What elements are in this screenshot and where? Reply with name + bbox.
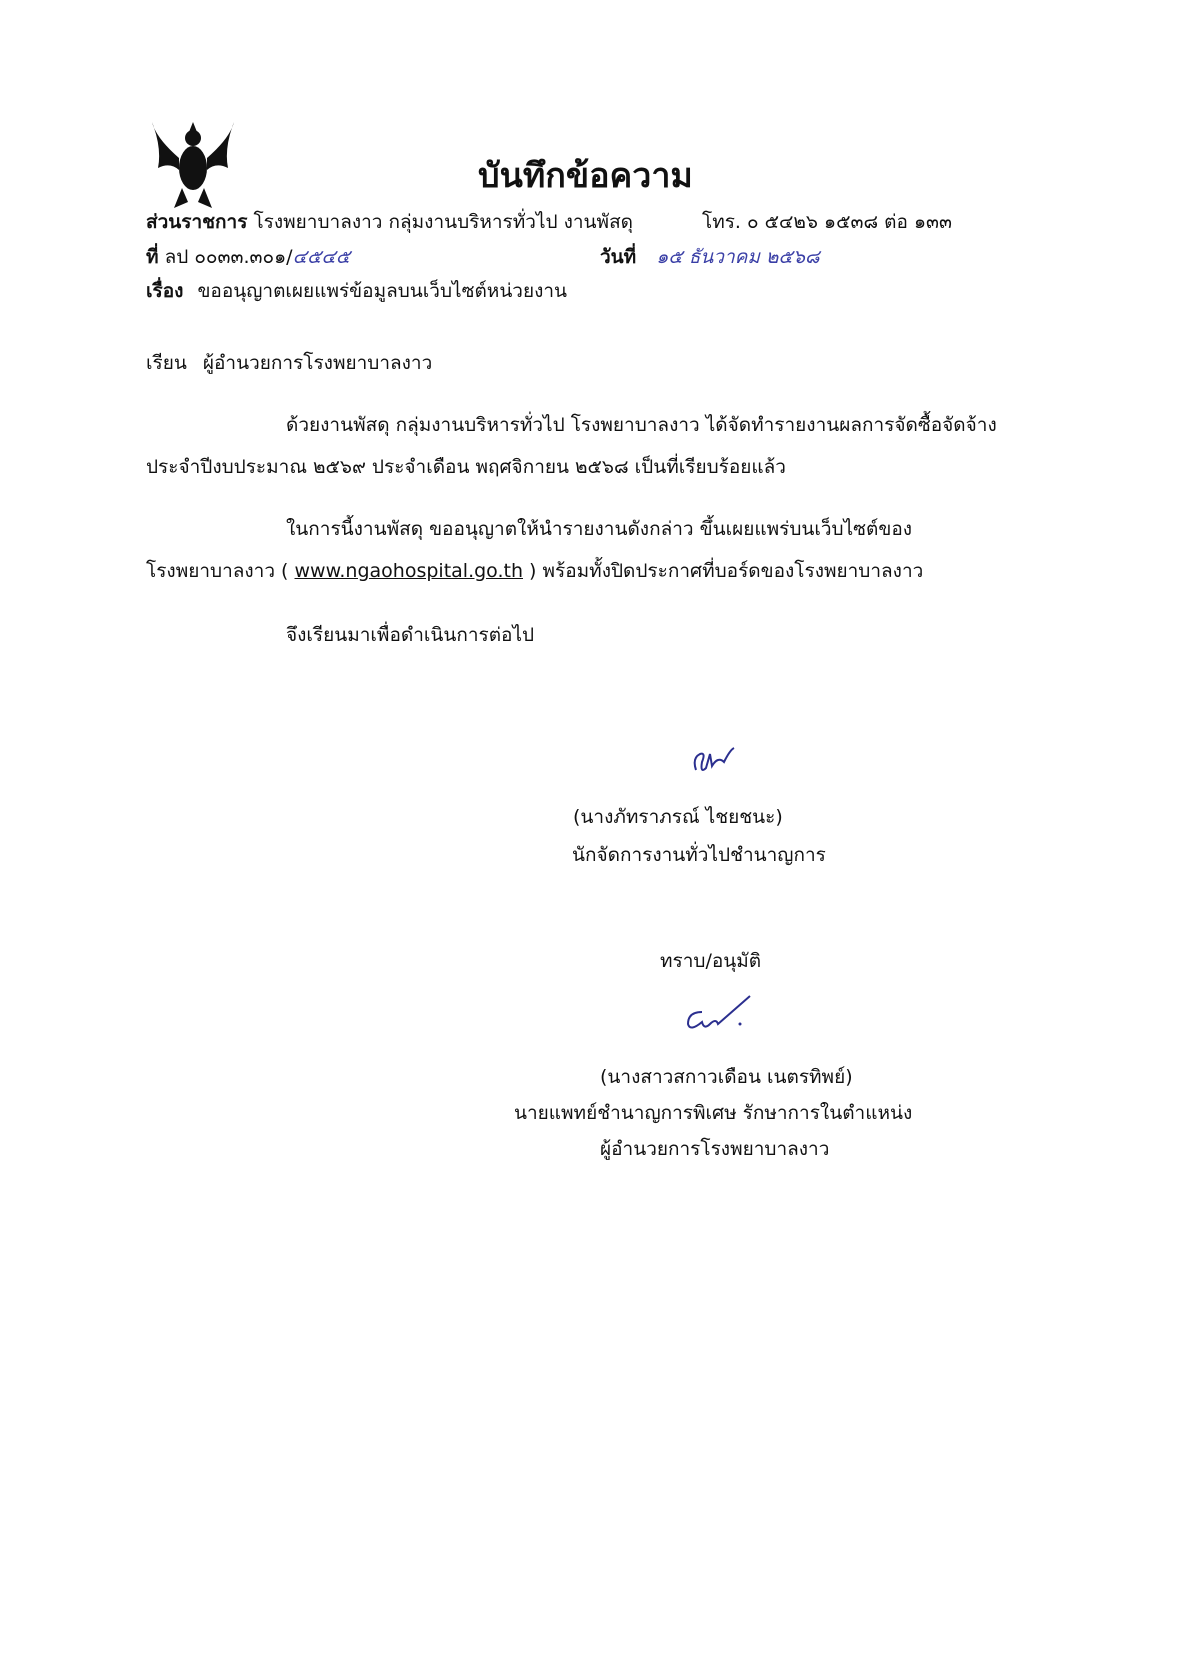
ref-value: ลป ๐๐๓๓.๓๐๑/ [164, 246, 293, 268]
signer-2-position-1: นายแพทย์ชำนาญการพิเศษ รักษาการในตำแหน่ง [514, 1102, 913, 1124]
signer-2-name: (นางสาวสกาวเดือน เนตรทิพย์) [600, 1066, 853, 1088]
signer-2-position-2: ผู้อำนวยการโรงพยาบาลงาว [600, 1138, 830, 1160]
salutation-label: เรียน [146, 352, 187, 374]
closing-text: จึงเรียนมาเพื่อดำเนินการต่อไป [286, 624, 535, 646]
paragraph-1-line-1: ด้วยงานพัสดุ กลุ่มงานบริหารทั่วไป โรงพยาบาลงาว ได้จัดทำรายงานผลการจัดซื้อจัดจ้าง [286, 414, 997, 436]
garuda-emblem-icon [148, 118, 238, 210]
reference-line [146, 242, 350, 272]
agency-line [146, 207, 633, 237]
paragraph-1-line-2: ประจำปีงบประมาณ ๒๕๖๙ ประจำเดือน พฤศจิกายน ๒๕๖๘ เป็นที่เรียบร้อยแล้ว [146, 456, 786, 478]
salutation-value: ผู้อำนวยการโรงพยาบาลงาว [202, 352, 433, 374]
approval-label: ทราบ/อนุมัติ [660, 950, 762, 972]
signer-1-position: นักจัดการงานทั่วไปชำนาญการ [572, 844, 826, 866]
date-label: วันที่ [600, 246, 637, 268]
paragraph-2-line-2 [146, 556, 923, 586]
subject-line [146, 276, 567, 306]
ref-number-handwritten: ๔๕๔๕ [292, 246, 351, 268]
subject-value: ขออนุญาตเผยแพร่ข้อมูลบนเว็บไซต์หน่วยงาน [197, 280, 568, 302]
subject-label: เรื่อง [146, 280, 184, 302]
document-title: บันทึกข้อความ [478, 156, 693, 196]
agency-value: โรงพยาบาลงาว กลุ่มงานบริหารทั่วไป งานพัสดุ [253, 211, 634, 233]
ref-label: ที่ [146, 246, 159, 268]
paragraph-2-line-1: ในการนี้งานพัสดุ ขออนุญาตให้นำรายงานดังกล่าว ขึ้นเผยแพร่บนเว็บไซต์ของ [286, 518, 913, 540]
agency-label: ส่วนราชการ [146, 211, 248, 233]
salutation [146, 348, 432, 378]
date-line [600, 242, 820, 272]
date-handwritten: ๑๕ ธันวาคม ๒๕๖๘ [656, 246, 820, 268]
signature-2-icon [680, 990, 760, 1040]
signer-1-name: (นางภัทราภรณ์ ไชยชนะ) [573, 806, 783, 828]
phone: โทร. ๐ ๕๔๒๖ ๑๕๓๘ ต่อ ๑๓๓ [702, 211, 952, 233]
signature-1-icon [690, 740, 740, 780]
website-link[interactable]: www.ngaohospital.go.th [294, 560, 523, 582]
paragraph-2-pre: โรงพยาบาลงาว ( [146, 560, 289, 582]
paragraph-2-post: ) พร้อมทั้งปิดประกาศที่บอร์ดของโรงพยาบาลงาว [529, 560, 924, 582]
